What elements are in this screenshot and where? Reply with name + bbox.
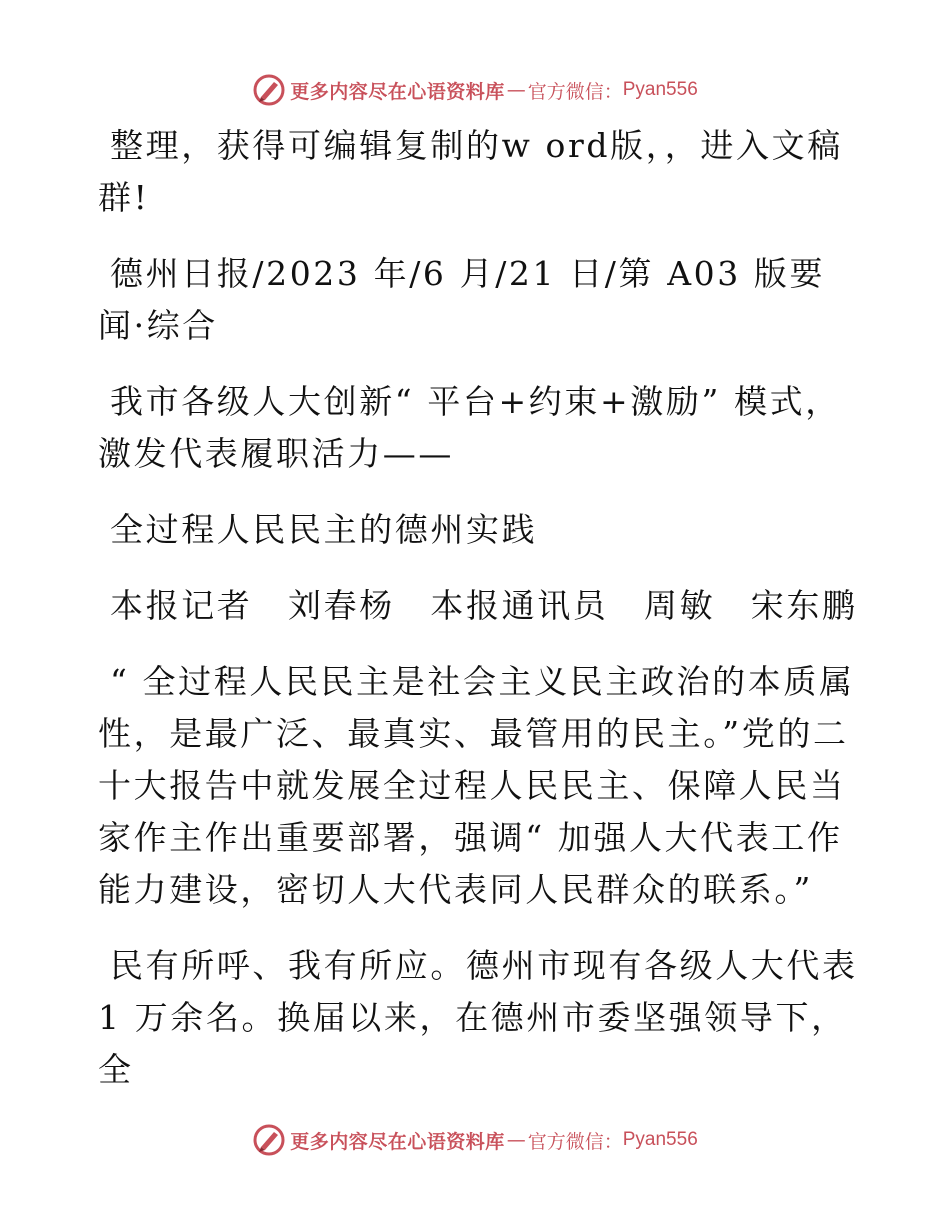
pen-logo-icon (252, 1123, 286, 1157)
paragraph-headline: 我市各级人大创新“ 平台+约束+激励” 模式，激发代表履职活力—— (98, 382, 841, 473)
paragraph-title: 全过程人民民主的德州实践 (110, 510, 538, 549)
watermark-label: 官方微信： (527, 1130, 623, 1153)
paragraph-source: 德州日报/2023 年/6 月/21 日/第 A03 版要闻·综合 (98, 254, 826, 345)
watermark-text: 更多内容尽在心语资料库 (290, 80, 505, 103)
pen-logo-icon (252, 73, 286, 107)
paragraph-intro: 整理，获得可编辑复制的w ord版，，进入文稿群! (98, 126, 843, 217)
paragraph-body: 民有所呼、我有所应。德州市现有各级人大代表1 万余名。换届以来，在德州市委坚强领导下，全 (98, 946, 858, 1089)
paragraph-byline: 本报记者 刘春杨 本报通讯员 周敏 宋东鹏 (110, 586, 858, 625)
watermark-separator: — (506, 79, 526, 101)
paragraph-quote: “ 全过程人民民主是社会主义民主政治的本质属性，是最广泛、最真实、最管用的民主。”党的二十大报告中就发展全过程人民民主、保障人民当家作主作出重要部署，强调“ 加强人大代表工作能力建设，密切人大代表同人民群众的联系。” (98, 662, 855, 909)
document-body (98, 120, 858, 1120)
header-watermark (0, 68, 950, 112)
watermark-id: Pyan556 (622, 79, 698, 100)
watermark-separator: — (506, 1129, 526, 1151)
watermark-text: 更多内容尽在心语资料库 (290, 1130, 505, 1153)
watermark-label: 官方微信： (527, 80, 623, 103)
watermark-id: Pyan556 (622, 1129, 698, 1150)
footer-watermark (0, 1118, 950, 1162)
